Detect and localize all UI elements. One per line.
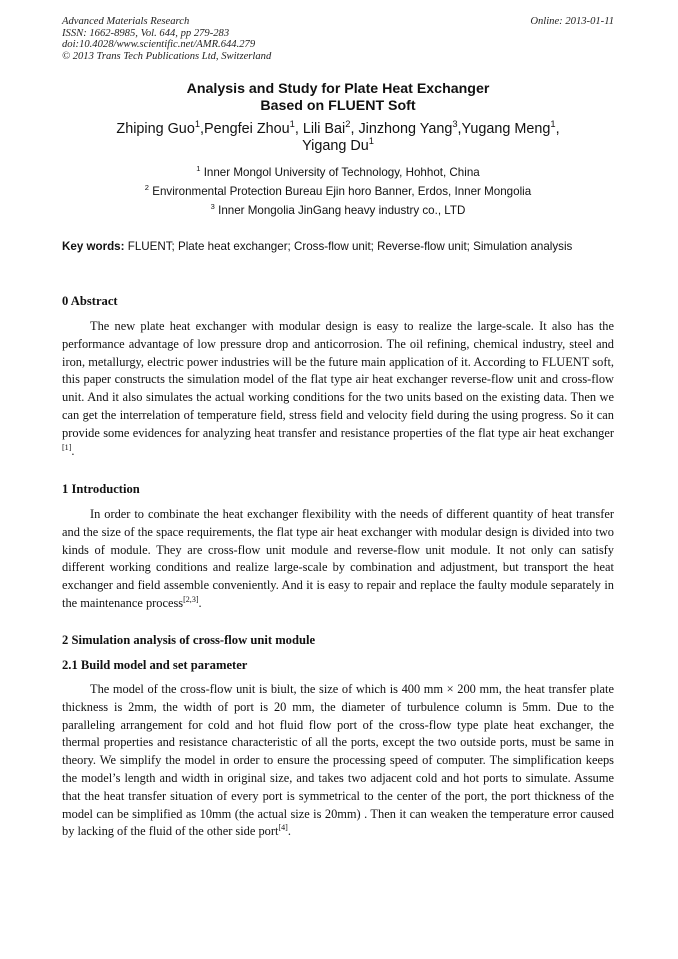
author-affiliation-mark: 3: [452, 119, 458, 130]
keywords-text: FLUENT; Plate heat exchanger; Cross-flow unit; Reverse-flow unit; Simulation analysis: [127, 240, 573, 253]
affiliation-number: 3: [210, 202, 215, 212]
affiliation-list: [62, 163, 614, 220]
affiliation-number: 1: [196, 164, 201, 174]
abstract-paragraph: [62, 318, 614, 460]
abstract-heading: 0 Abstract: [62, 294, 118, 308]
author-name: Zhiping Guo: [116, 121, 195, 137]
affiliation: [62, 201, 614, 220]
introduction-end: .: [198, 595, 202, 610]
doi: doi:10.4028/www.scientific.net/AMR.644.279: [62, 39, 256, 51]
author-name: Lili Bai: [302, 121, 346, 137]
abstract-text: The new plate heat exchanger with modular design is easy to realize the large-scale. It also has the performance advantage of low pressure drop and anticorrosion. The oil refining, chemical industry, steel and iron, metallurgy, electric power industries will be the future main application of it. According to FLUENT soft, this paper constructs the simulation model of the flat type air heat exchanger reverse-flow unit and cross-flow unit. And it also simulates the actual working conditions for the two units based on the existing data. Then we can get the interrelation of temperature field, stress field and velocity field during the using progress. So it can provide some evidences for analyzing heat transfer and resistance properties of the flat type air heat exchanger: [62, 319, 614, 440]
journal-name: Advanced Materials Research: [62, 16, 190, 27]
author-name: Jinzhong Yang: [358, 121, 453, 137]
title-line-1: Analysis and Study for Plate Heat Exchanger: [186, 81, 490, 97]
author-name: Yigang Du: [302, 138, 369, 154]
affiliation-number: 2: [144, 183, 149, 193]
author-name: Pengfei Zhou: [204, 121, 290, 137]
author-affiliation-mark: 1: [550, 119, 556, 130]
issn: ISSN: 1662-8985, Vol. 644, pp 279-283: [62, 27, 230, 39]
affiliation-text: Environmental Protection Bureau Ejin horo Banner, Erdos, Inner Mongolia: [152, 185, 532, 198]
author-name: Yugang Meng: [461, 121, 551, 137]
abstract-end: .: [71, 443, 75, 458]
keywords-label: Key words:: [62, 240, 125, 253]
author-affiliation-mark: 1: [289, 119, 295, 130]
citation: [4]: [278, 823, 288, 833]
author-affiliation-mark: 2: [345, 119, 351, 130]
section-2-1-text: The model of the cross-flow unit is biult, the size of which is 400 mm × 200 mm, the heat transfer plate thickness is 2mm, the width of port is 20 mm, the diameter of turbulence column is 5mm. Due to the paralleling arrangement for cold and hot fluid flow port of the cross-flow type plate heat exchanger, the thermal properties and resistance characteristic of all the ports, except the two outside ports, must be same in theory. We simplify the model in order to ensure the processing speed of computer. The simplification keeps the model’s length and width in original size, and takes two adjacent cold and hot ports to simulate. Assume that the heat transfer situation of every port is symmetrical to the center of the port, the port thickness of the model can be simplified as 10mm (the actual size is 20mm) . Then it can weaken the temperature error caused by lacking of the fluid of the other side port: [62, 682, 614, 839]
journal-header: [62, 16, 614, 62]
affiliation-text: Inner Mongolia JinGang heavy industry co., LTD: [218, 204, 466, 217]
paper-title: [62, 81, 614, 114]
affiliation-text: Inner Mongol University of Technology, Hohhot, China: [203, 166, 480, 179]
introduction-text: In order to combinate the heat exchanger flexibility with the needs of different quantity of heat transfer and the size of the space requirements, the flat type air heat exchanger with modular design is divided into two kinds of module. They are cross-flow unit module and reverse-flow unit module. It not only can satisfy different working conditions and realize large-scale by combination and adjustment, but transport the heat exchanger and field assemble conveniently. And it is easy to repair and replace the faulty module separately in the maintenance process: [62, 507, 614, 610]
author-affiliation-mark: 1: [194, 119, 201, 130]
author-list: Zhiping Guo$^1$,Pengfei Zhou$^1$, Lili Bai$^2$, Jinzhong Yang$^3$,Yugang Meng$^1$, Yigang Du$^1$: [116, 119, 560, 154]
section-2-1-paragraph: [62, 681, 614, 841]
copyright: © 2013 Trans Tech Publications Ltd, Switzerland: [62, 50, 272, 62]
author-affiliation-mark: 1: [368, 136, 374, 147]
section-2-1-heading: 2.1 Build model and set parameter: [62, 658, 248, 672]
affiliation: [62, 163, 614, 182]
citation: [2,3]: [183, 594, 199, 604]
introduction-heading: 1 Introduction: [62, 482, 140, 496]
citation: [1]: [62, 442, 72, 452]
online-date: Online: 2013-01-11: [530, 16, 614, 27]
title-line-2: Based on FLUENT Soft: [260, 97, 416, 114]
section-2-1-end: .: [287, 824, 291, 839]
section-2-heading: 2 Simulation analysis of cross-flow unit module: [62, 633, 316, 647]
keywords: [62, 238, 614, 256]
affiliation: [62, 182, 614, 201]
introduction-paragraph: [62, 506, 614, 613]
